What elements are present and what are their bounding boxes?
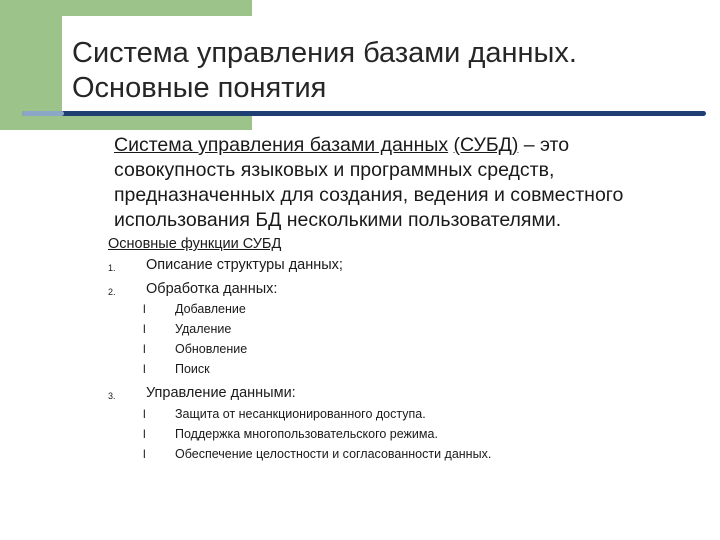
sub-list-text: Поддержка многопользовательского режима. — [175, 427, 438, 441]
sub-list-text: Обеспечение целостности и согласованности данных. — [175, 447, 492, 461]
slide-title-line-2: Основные понятия — [72, 72, 327, 104]
slide-title — [72, 36, 692, 106]
bullet-icon: l — [143, 407, 146, 421]
list-item-text: Управление данными: — [146, 385, 296, 401]
list-item-text: Обработка данных: — [146, 281, 278, 297]
sub-list-text: Поиск — [175, 362, 210, 376]
bullet-icon: l — [143, 342, 146, 356]
bullet-icon: l — [143, 447, 146, 461]
functions-heading: Основные функции СУБД — [108, 236, 282, 252]
slide-title-line-1: Система управления базами данных. — [72, 37, 577, 69]
list-number: 1. — [108, 263, 116, 273]
bullet-icon: l — [143, 302, 146, 316]
bullet-icon: l — [143, 322, 146, 336]
definition-abbreviation: (СУБД) — [453, 134, 519, 156]
sub-list-text: Защита от несанкционированного доступа. — [175, 407, 426, 421]
definition-term: Система управления базами данных — [114, 134, 449, 156]
sub-list-text: Добавление — [175, 302, 246, 316]
list-item-text: Описание структуры данных; — [146, 257, 343, 273]
list-number: 2. — [108, 287, 116, 297]
bullet-icon: l — [143, 427, 146, 441]
list-number: 3. — [108, 391, 116, 401]
definition-paragraph — [114, 133, 694, 233]
definition-text: – это совокупность языковых и программных средств, предназначенных для создания, ведения и совместного использования БД несколькими пользователями. — [114, 134, 624, 231]
sub-list-text: Обновление — [175, 342, 248, 356]
title-underline-rule — [22, 111, 706, 116]
sub-list-text: Удаление — [175, 322, 232, 336]
bullet-icon: l — [143, 362, 146, 376]
